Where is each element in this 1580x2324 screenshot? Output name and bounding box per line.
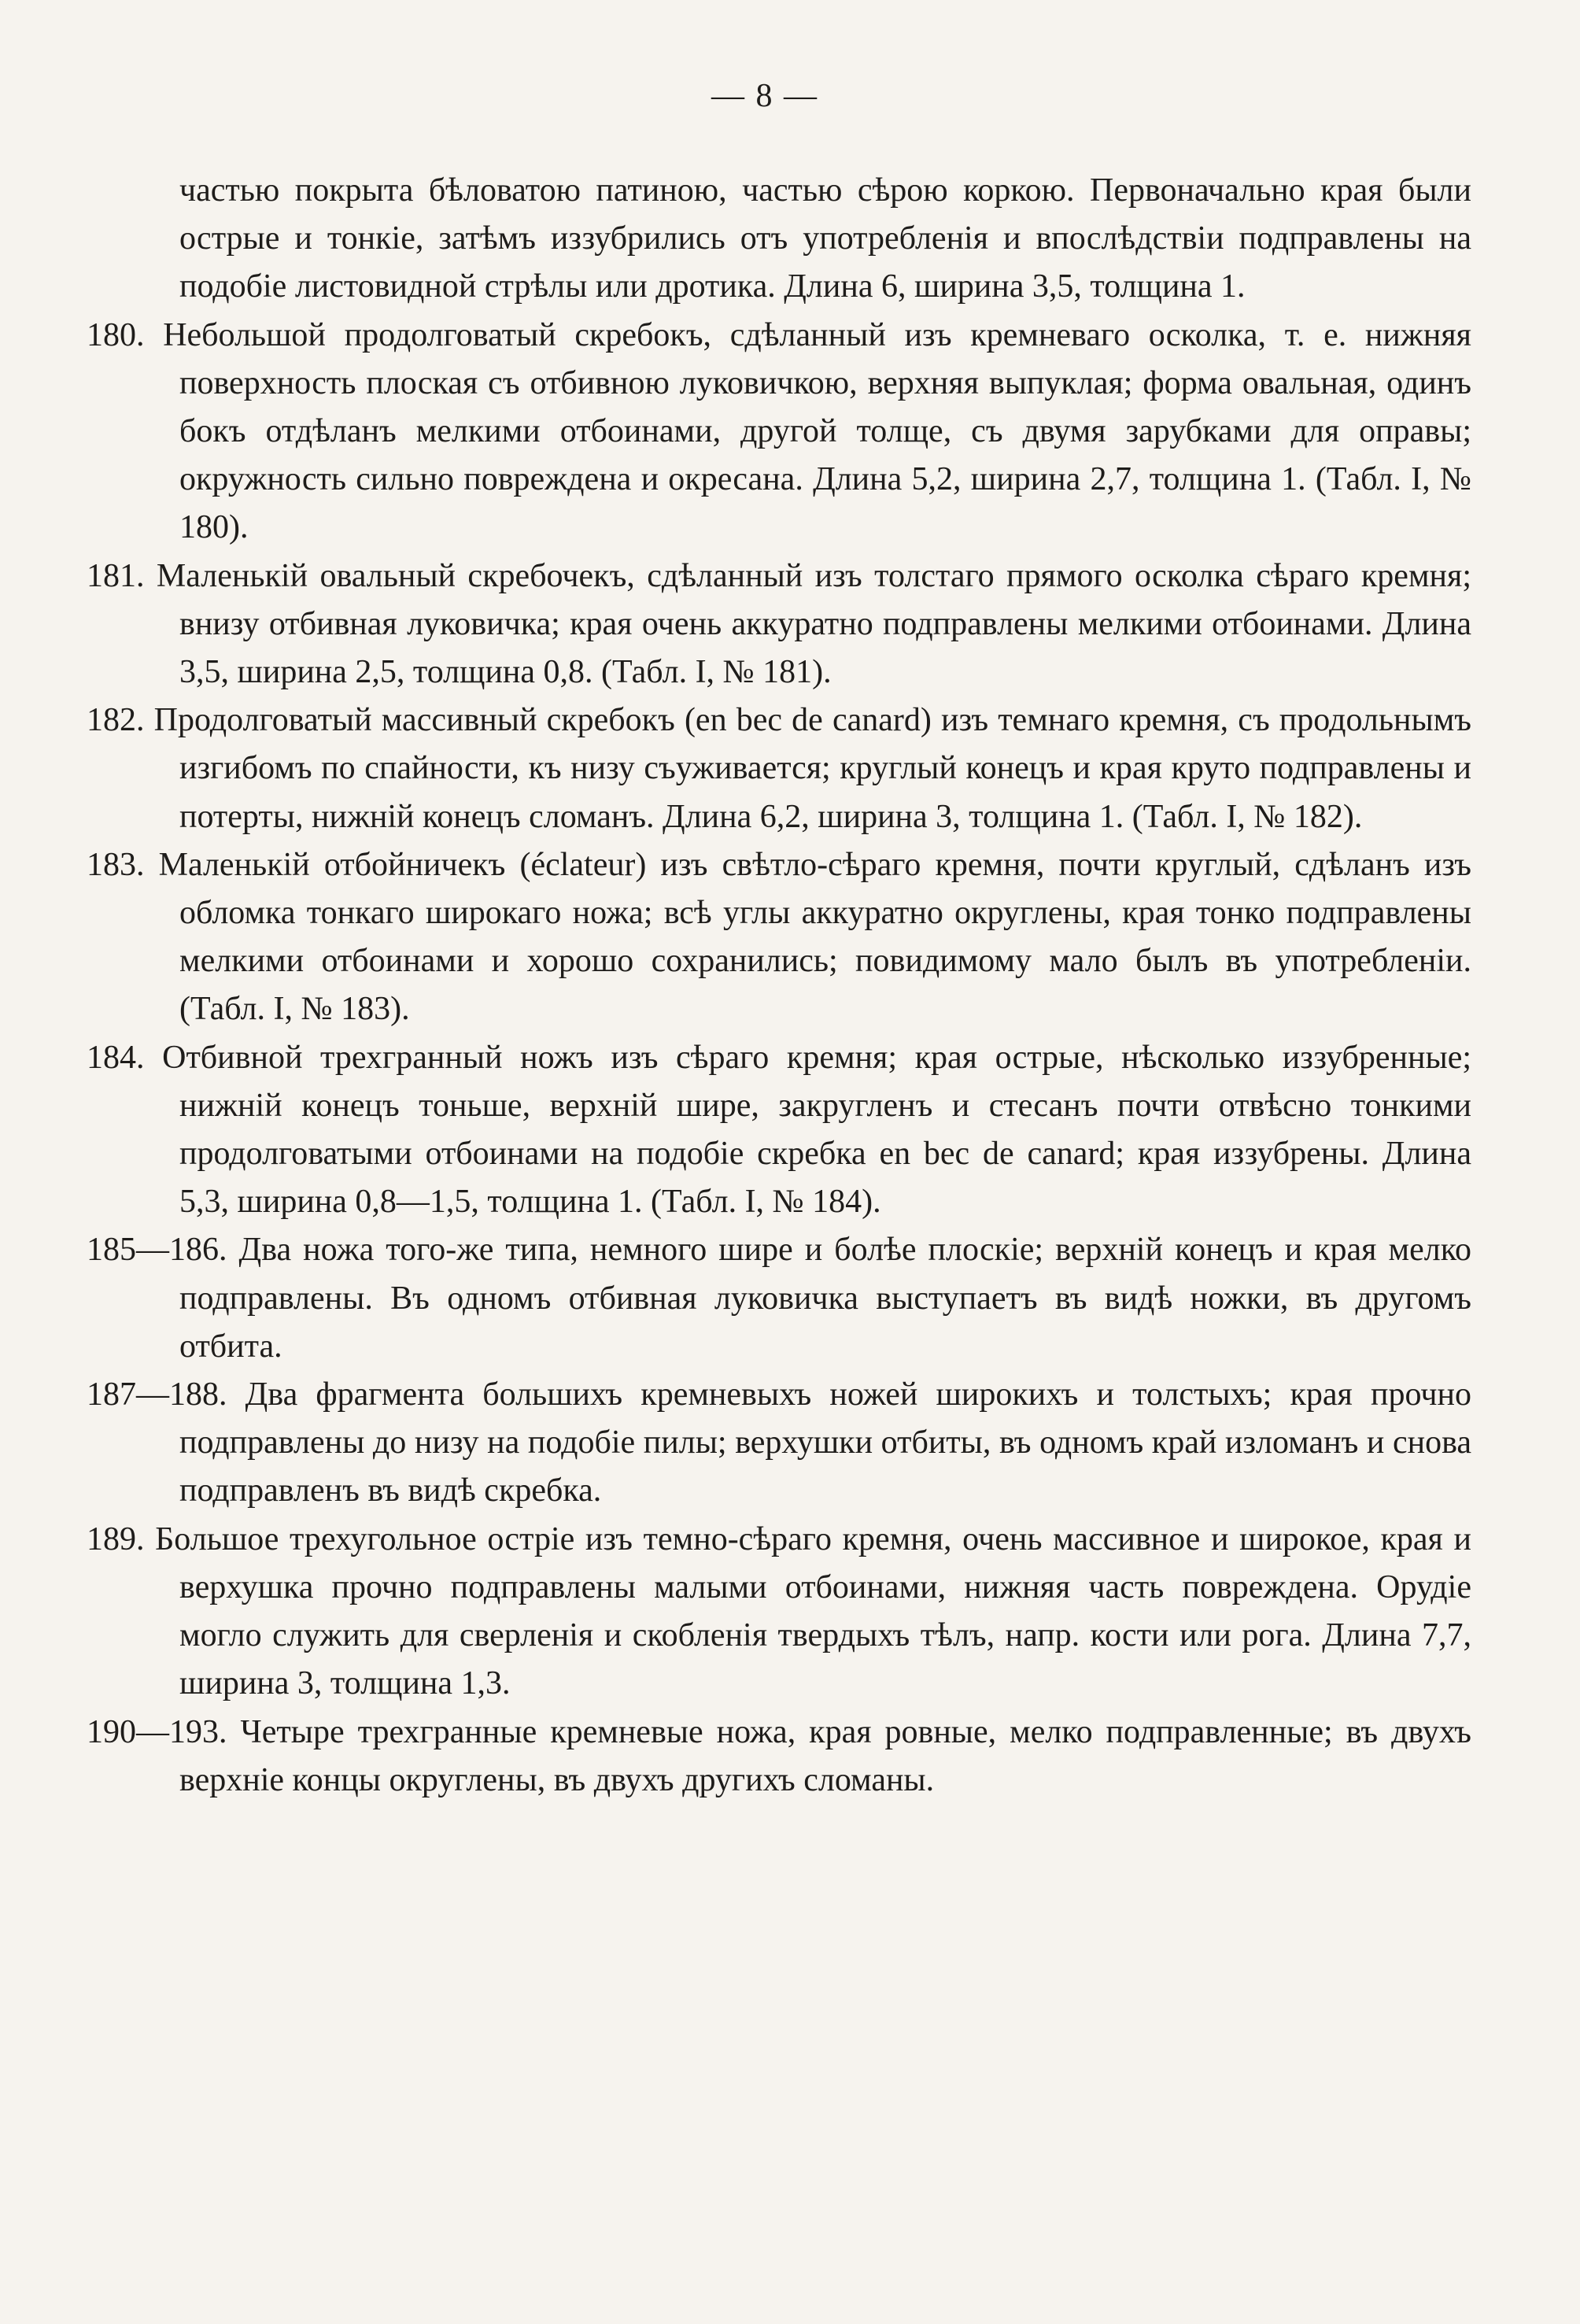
entry-text: Отбивной трехгранный ножъ изъ сѣраго кремня; края острые, нѣсколько иззубренные; нижній конецъ тоньше, верхній шире, закругленъ и стесанъ почти отвѣсно тонкими продолговатыми отбоинами на подобіе скребка en bec de canard; края иззубрены. Длина 5,3, ширина 0,8—1,5, толщина 1. (Табл. I, № 184). (162, 1039, 1471, 1221)
entry-number: 187—188. (87, 1376, 227, 1413)
entry-number: 190—193. (87, 1713, 227, 1750)
catalog-text (87, 167, 1471, 1805)
entry-number: 189. (87, 1520, 145, 1557)
entry-number: 184. (87, 1039, 145, 1076)
catalog-entry-181 (87, 552, 1471, 697)
entry-number: 181. (87, 557, 145, 594)
entry-text: Два ножа того-же типа, немного шире и болѣе плоскіе; верхній конецъ и края мелко подправлены. Въ одномъ отбивная луковичка выступаетъ въ видѣ ножки, въ другомъ отбита. (179, 1232, 1471, 1365)
catalog-entry-183 (87, 841, 1471, 1034)
page-number: — 8 — (711, 78, 818, 114)
catalog-entry-182 (87, 696, 1471, 841)
entry-number: 185—186. (87, 1232, 227, 1269)
continuation-paragraph: частью покрыта бѣловатою патиною, частью сѣрою коркою. Первоначально края были острые и тонкіе, затѣмъ иззубрились отъ употребленія и впослѣдствіи подправлены на подобіе листовидной стрѣлы или дротика. Длина 6, ширина 3,5, толщина 1. (179, 172, 1471, 305)
entry-text: Маленькій отбойничекъ (éclateur) изъ свѣтло-сѣраго кремня, почти круглый, сдѣланъ изъ обломка тонкаго широкаго ножа; всѣ углы аккуратно округлены, края тонко подправлены мелкими отбоинами и хорошо сохранились; повидимому мало былъ въ употребленіи. (Табл. I, № 183). (158, 846, 1471, 1028)
entry-number: 183. (87, 846, 145, 883)
entry-text: Маленькій овальный скребочекъ, сдѣланный изъ толстаго прямого осколка сѣраго кремня; внизу отбивная луковичка; края очень аккуратно подправлены мелкими отбоинами. Длина 3,5, ширина 2,5, толщина 0,8. (Табл. I, № 181). (156, 557, 1471, 691)
entry-number: 180. (87, 316, 145, 353)
entry-number: 182. (87, 702, 145, 739)
catalog-entry-185-186 (87, 1226, 1471, 1371)
catalog-entry-190-193 (87, 1709, 1471, 1805)
catalog-entry-180 (87, 312, 1471, 552)
entry-text: Небольшой продолговатый скребокъ, сдѣланный изъ кремневаго осколка, т. е. нижняя поверхность плоская съ отбивною луковичкою, верхняя выпуклая; форма овальная, одинъ бокъ отдѣланъ мелкими отбоинами, другой толще, съ двумя зарубками для оправы; окружность сильно повреждена и окресана. Длина 5,2, ширина 2,7, толщина 1. (Табл. I, № 180). (163, 316, 1471, 546)
entry-text: Два фрагмента большихъ кремневыхъ ножей широкихъ и толстыхъ; края прочно подправлены до низу на подобіе пилы; верхушки отбиты, въ одномъ край изломанъ и снова подправленъ въ видѣ скребка. (179, 1376, 1471, 1509)
entry-text: Большое трехугольное остріе изъ темно-сѣраго кремня, очень массивное и широкое, края и верхушка прочно подправлены малыми отбоинами, нижняя часть повреждена. Орудіе могло служить для сверленія и скобленія твердыхъ тѣлъ, напр. кости или рога. Длина 7,7, ширина 3, толщина 1,3. (155, 1520, 1472, 1702)
catalog-entry-187-188 (87, 1371, 1471, 1516)
catalog-entry-184 (87, 1034, 1471, 1227)
entry-text: Продолговатый массивный скребокъ (en bec de canard) изъ темнаго кремня, съ продольнымъ изгибомъ по спайности, къ низу съуживается; круглый конецъ и края круто подправлены и потерты, нижній конецъ сломанъ. Длина 6,2, ширина 3, толщина 1. (Табл. I, № 182). (153, 702, 1471, 835)
catalog-entry-189 (87, 1516, 1471, 1709)
entry-text: Четыре трехгранные кремневые ножа, края ровные, мелко подправленные; въ двухъ верхніе концы округлены, въ двухъ другихъ сломаны. (179, 1713, 1471, 1798)
